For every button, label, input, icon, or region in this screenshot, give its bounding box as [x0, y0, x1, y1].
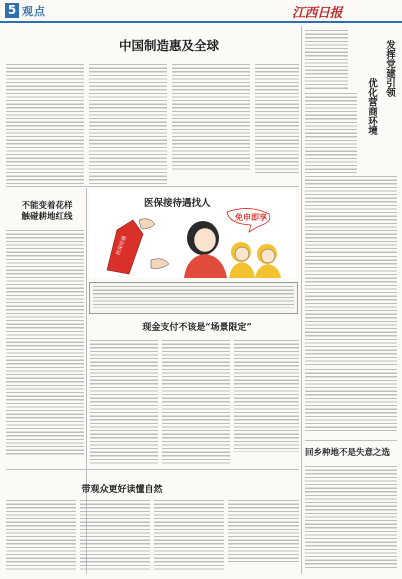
center-mid-body-col2: [162, 340, 230, 466]
lead-body-col4: [255, 64, 299, 174]
lead-body-col2: [89, 64, 167, 186]
left-bottom-body-col2: [80, 500, 150, 570]
center-mid-body-col3: [234, 340, 299, 452]
right-bottom-body: [305, 466, 397, 570]
right-top-headline-1: 发挥党建引领: [384, 40, 395, 97]
section-name: 观点: [22, 5, 46, 18]
red-packet-icon: [107, 220, 143, 274]
left-bottom-body-col4: [228, 500, 299, 562]
speech-text: 免申即享: [235, 212, 267, 222]
page-number: 5: [5, 3, 19, 18]
lead-headline: 中国制造惠及全球: [118, 38, 219, 53]
cartoon-headline: 医保接待遇找人: [144, 198, 211, 209]
red-packet-text: 医保待遇: [115, 235, 128, 257]
left-top-headline-2: 触碰耕地红线: [21, 212, 73, 222]
lead-body-col3: [172, 64, 250, 172]
column-rule: [301, 26, 302, 574]
right-top-body-e: [305, 369, 397, 431]
right-top-headline-2: 优化营商环境: [366, 78, 377, 135]
center-mid-body-col1: [90, 340, 158, 466]
left-top-body: [6, 230, 84, 456]
adult-body: [184, 254, 227, 278]
divider: [6, 186, 299, 187]
child-face: [235, 247, 249, 261]
divider: [6, 469, 299, 470]
left-bottom-headline: 带观众更好读懂自然: [81, 485, 163, 495]
cartoon-caption: [89, 282, 298, 314]
child-body: [229, 262, 255, 278]
left-top-headline-1: 不能变着花样: [21, 201, 73, 211]
caption-text: [93, 286, 294, 308]
center-mid-headline: 现金支付不该是“场景限定”: [142, 323, 252, 333]
cartoon-drawing: [89, 190, 296, 278]
right-top-body-c: [305, 176, 397, 254]
child-body: [255, 264, 281, 278]
adult-face: [194, 228, 216, 252]
right-bottom-headline: 回乡种地不是失意之选: [305, 448, 391, 458]
lead-body-col1: [6, 64, 84, 186]
divider: [305, 440, 397, 441]
right-top-body-b: [305, 93, 357, 173]
right-top-body-a: [305, 30, 348, 90]
left-bottom-body-col3: [154, 500, 224, 570]
child-face: [261, 249, 275, 263]
cartoon-illustration: [89, 190, 296, 278]
hand-icon: [151, 259, 169, 269]
page-header: [0, 0, 402, 22]
left-bottom-body-col1: [6, 500, 76, 570]
masthead-logo: 江西日报: [292, 6, 343, 21]
hand-icon: [139, 219, 155, 229]
right-top-body-d: [305, 256, 397, 366]
header-rule: [0, 21, 402, 23]
